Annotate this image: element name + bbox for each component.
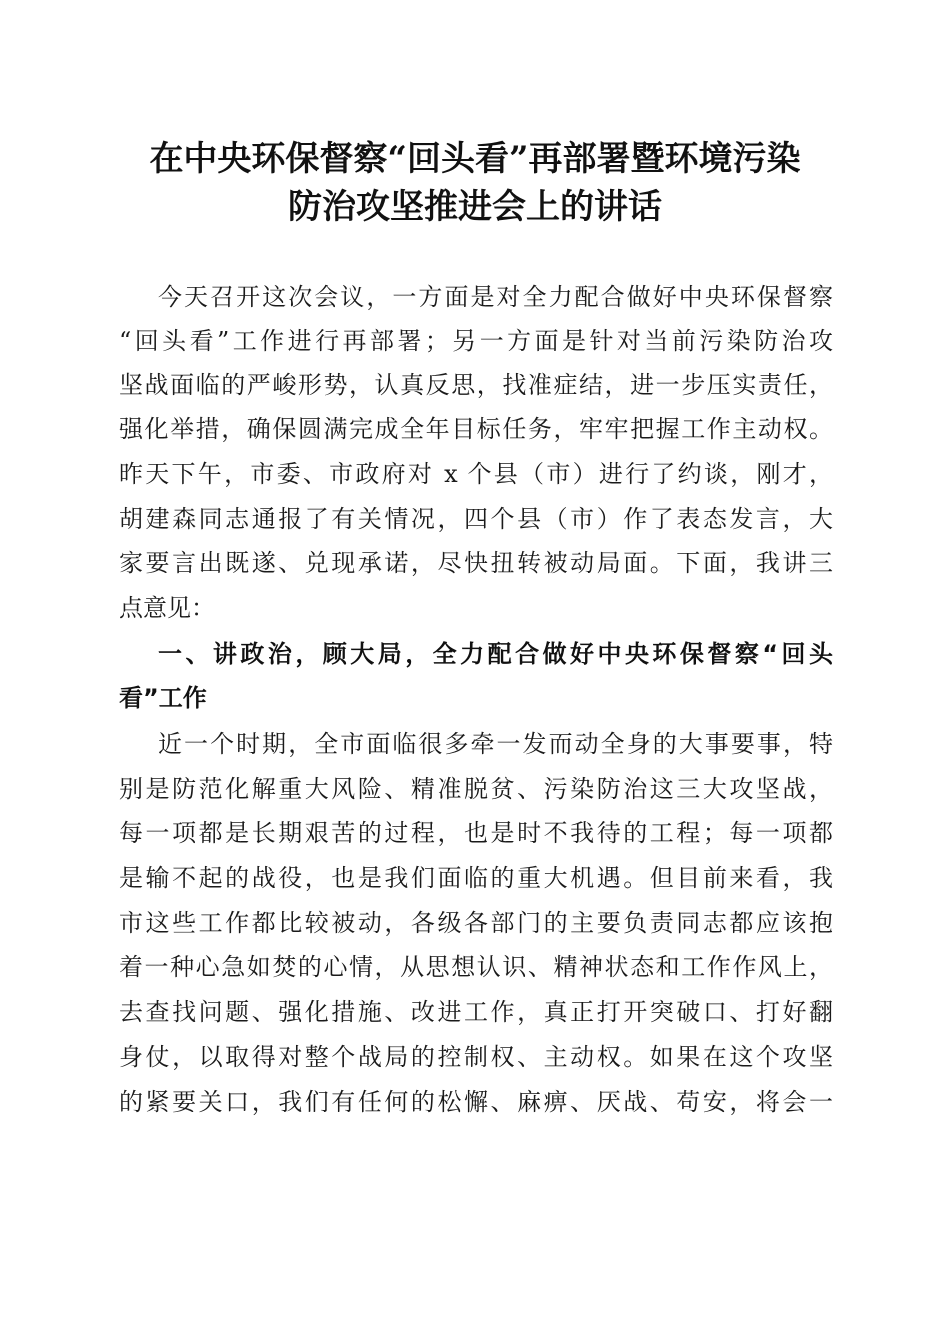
paragraph-1-line: “回头看”工作进行再部署；另一方面是针对当前污染防治攻 [119, 327, 833, 355]
paragraph-1-line: 坚战面临的严峻形势，认真反思，找准症结，进一步压实责任， [119, 371, 833, 399]
paragraph-2-line: 身仗，以取得对整个战局的控制权、主动权。如果在这个攻坚 [119, 1043, 833, 1071]
section-1-heading-line: 看”工作 [119, 684, 207, 712]
paragraph-1-line: 点意见： [119, 594, 215, 622]
section-1-heading-line: 一、讲政治，顾大局，全力配合做好中央环保督察“回头 [158, 640, 833, 668]
document-title-line-2: 防治攻坚推进会上的讲话 [288, 187, 662, 227]
paragraph-2-line: 的紧要关口，我们有任何的松懈、麻痹、厌战、苟安，将会一 [119, 1088, 833, 1116]
paragraph-2-line: 着一种心急如焚的心情，从思想认识、精神状态和工作作风上， [119, 953, 833, 981]
document-title-line-1: 在中央环保督察“回头看”再部署暨环境污染 [149, 139, 801, 179]
paragraph-2-line: 别是防范化解重大风险、精准脱贫、污染防治这三大攻坚战， [119, 775, 833, 803]
paragraph-1-line: 胡建森同志通报了有关情况，四个县（市）作了表态发言，大 [119, 505, 833, 533]
paragraph-2-line: 每一项都是长期艰苦的过程，也是时不我待的工程；每一项都 [119, 819, 833, 847]
paragraph-2-line: 近一个时期，全市面临很多牵一发而动全身的大事要事，特 [158, 730, 833, 758]
paragraph-1-line: 家要言出既遂、兑现承诺，尽快扭转被动局面。下面，我讲三 [119, 549, 833, 577]
paragraph-2-line: 去查找问题、强化措施、改进工作，真正打开突破口、打好翻 [119, 998, 833, 1026]
paragraph-2-line: 市这些工作都比较被动，各级各部门的主要负责同志都应该抱 [119, 909, 833, 937]
paragraph-1-line: 昨天下午，市委、市政府对 x 个县（市）进行了约谈，刚才， [119, 460, 833, 488]
paragraph-2-line: 是输不起的战役，也是我们面临的重大机遇。但目前来看，我 [119, 864, 833, 892]
paragraph-1-line: 今天召开这次会议，一方面是对全力配合做好中央环保督察 [158, 283, 833, 311]
paragraph-1-line: 强化举措，确保圆满完成全年目标任务，牢牢把握工作主动权。 [119, 415, 833, 443]
